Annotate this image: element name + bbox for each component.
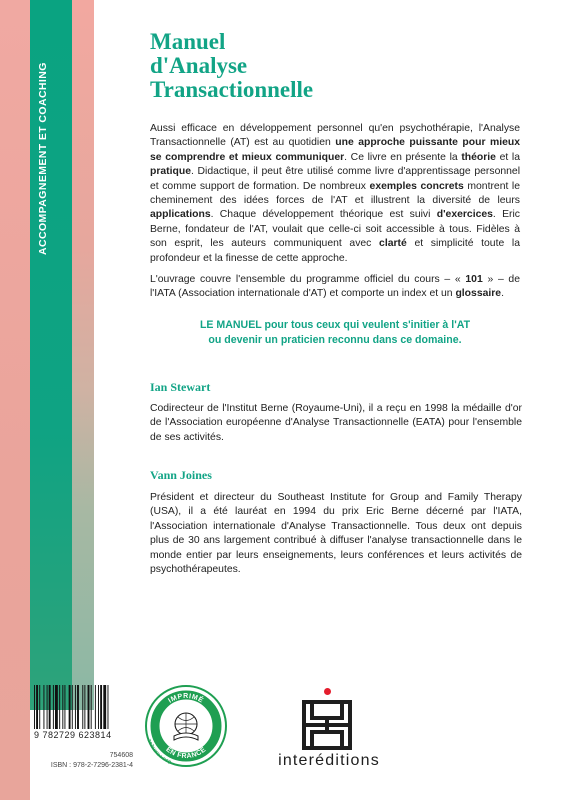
author-bio: Président et directeur du Southeast Institute for Group and Family Therapy (USA), il a été lauréat en 1994 du prix Eric Berne décerné par l'IATA, l'Association internationale d'Analyse Transactionnelle. Tous deux ont depuis plus de 30 ans largement contribué à diffuser l'analyse transactionnelle dans le monde entier par leurs enseignements, leurs conférences et leurs activités de psychothérapeutes.: [150, 492, 522, 576]
tagline: [150, 318, 520, 348]
author-bio: Codirecteur de l'Institut Berne (Royaume-Uni), il a reçu en 1998 la médaille d'or de l'Association européenne d'Analyse Transactionnelle (EATA) pour l'ensemble de ses activités.: [150, 403, 522, 443]
book-title: [150, 30, 450, 102]
spine-gradient-band: [72, 0, 94, 710]
badge-bottom-text: EN FRANCE: [164, 746, 208, 761]
barcode: [33, 685, 133, 729]
printed-in-france-badge-icon: [144, 684, 228, 768]
title-line: d'Analyse: [150, 53, 248, 78]
barcode-number: 9 782729 623814: [34, 730, 112, 740]
product-code: 754608: [109, 752, 133, 759]
badge-top-text: IMPRIMÉ: [167, 693, 205, 705]
spine-pink-band: [0, 0, 30, 800]
tagline-line: LE MANUEL pour tous ceux qui veulent s'initier à l'AT: [199, 319, 471, 331]
description-paragraph: Aussi efficace en développement personnel qu'en psychothérapie, l'Analyse Transactionnelle (AT) est au quotidien une approche puissante pour mieux se comprendre et mieux communiquer. Ce livre en présente la théorie et la pratique. Didactique, il peut être utilisé comme livre d'apprentissage personnel et comme support de formation. De nombreux exemples concrets montrent le cheminement des idées forces de l'AT et illustrent la diversité de leurs applications. Chaque développement théorique est suivi d'exercices. Eric Berne, fondateur de l'AT, voulait que celle-ci soit accessible à tous. Fidèles à son esprit, les auteurs communiquent avec clarté et simplicité toute la profondeur et la finesse de cette approche.: [150, 123, 521, 264]
description-paragraph: L'ouvrage couvre l'ensemble du programme officiel du cours – « 101 » – de l'IATA (Association internationale d'AT) et comporte un index et un glossaire.: [150, 274, 520, 300]
publisher-name: interéditions: [278, 752, 380, 769]
title-line: Manuel: [150, 29, 226, 54]
title-line: Transactionnelle: [150, 77, 314, 102]
badge-ring-text: ÉCO-PRATIQUE: [146, 738, 172, 765]
globe-book-icon: [174, 713, 198, 740]
author-name: Vann Joines: [150, 468, 212, 482]
logo-dot-icon: [324, 688, 331, 695]
publisher-logo-icon: [302, 700, 352, 750]
author-name: Ian Stewart: [150, 380, 211, 394]
description: [150, 122, 520, 309]
collection-label: ACCOMPAGNEMENT ET COACHING: [37, 62, 49, 255]
isbn: ISBN : 978-2-7296-2381-4: [50, 762, 133, 769]
tagline-line: ou devenir un praticien reconnu dans ce domaine.: [208, 334, 462, 346]
